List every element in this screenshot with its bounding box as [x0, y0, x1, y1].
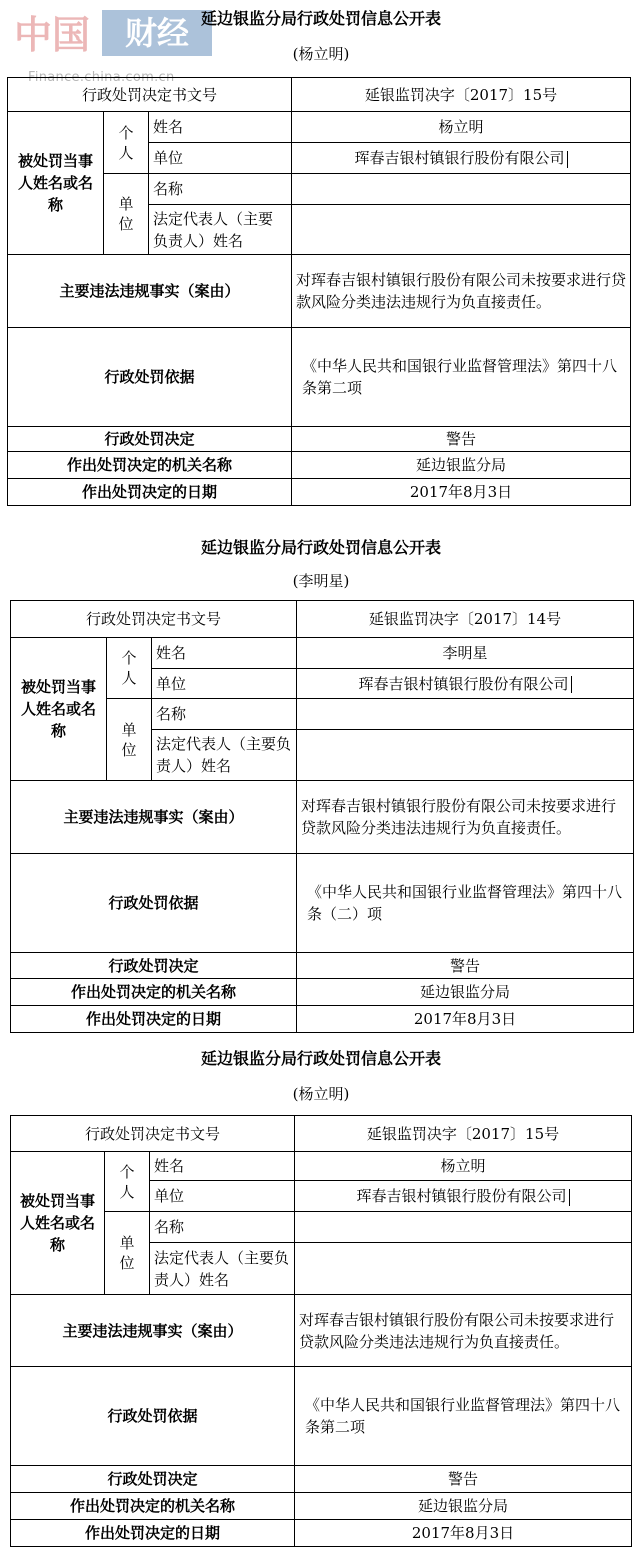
facts-value: 对珲春吉银村镇银行股份有限公司未按要求进行贷款风险分类违法违规行为负直接责任。	[297, 781, 634, 854]
unit-label: 单位	[152, 669, 297, 699]
basis-label: 行政处罚依据	[11, 854, 297, 953]
section-3-table	[10, 1115, 632, 1547]
doc-no-label: 行政处罚决定书文号	[8, 78, 292, 112]
name-label: 姓名	[150, 1152, 295, 1181]
basis-label: 行政处罚依据	[11, 1367, 295, 1466]
org-name-label: 名称	[152, 699, 297, 730]
doc-no-value: 延银监罚决字〔2017〕14号	[297, 601, 634, 638]
date-label: 作出处罚决定的日期	[8, 479, 292, 506]
section-1-subtitle: (杨立明)	[292, 45, 350, 63]
name-label: 姓名	[149, 112, 292, 143]
section-3-subtitle: (杨立明)	[292, 1085, 350, 1103]
basis-value: 《中华人民共和国银行业监督管理法》第四十八条第二项	[292, 328, 631, 427]
decision-label: 行政处罚决定	[8, 427, 292, 452]
org-label: 单位	[107, 699, 152, 781]
section-3-title: 延边银监分局行政处罚信息公开表	[200, 1049, 441, 1068]
date-value: 2017年8月3日	[292, 479, 631, 506]
section-1-title: 延边银监分局行政处罚信息公开表	[200, 9, 441, 28]
party-label: 被处罚当事人姓名或名称	[11, 1152, 105, 1295]
decision-label: 行政处罚决定	[11, 1466, 295, 1493]
decision-value: 警告	[292, 427, 631, 452]
individual-label: 个人	[107, 638, 152, 699]
facts-label: 主要违法违规事实（案由）	[11, 781, 297, 854]
watermark-site-text: 财经	[102, 10, 212, 56]
org-label: 单位	[104, 174, 149, 255]
authority-value: 延边银监分局	[297, 979, 634, 1006]
date-label: 作出处罚决定的日期	[11, 1006, 297, 1033]
decision-label: 行政处罚决定	[11, 953, 297, 979]
doc-no-value: 延银监罚决字〔2017〕15号	[295, 1116, 632, 1152]
org-name-label: 名称	[150, 1212, 295, 1243]
org-name-value	[297, 699, 634, 730]
org-name-label: 名称	[149, 174, 292, 205]
person-unit-value: 珲春吉银村镇银行股份有限公司	[295, 1181, 632, 1212]
unit-label: 单位	[150, 1181, 295, 1212]
watermark-logo-text: 中国	[14, 13, 91, 56]
legal-rep-label: 法定代表人（主要负责人）姓名	[152, 730, 297, 781]
authority-label: 作出处罚决定的机关名称	[11, 979, 297, 1006]
basis-label: 行政处罚依据	[8, 328, 292, 427]
facts-label: 主要违法违规事实（案由）	[8, 255, 292, 328]
party-label: 被处罚当事人姓名或名称	[11, 638, 107, 781]
person-name-value: 杨立明	[295, 1152, 632, 1181]
decision-value: 警告	[297, 953, 634, 979]
name-label: 姓名	[152, 638, 297, 669]
date-value: 2017年8月3日	[295, 1520, 632, 1547]
person-name-value: 杨立明	[292, 112, 631, 143]
facts-value: 对珲春吉银村镇银行股份有限公司未按要求进行贷款风险分类违法违规行为负直接责任。	[295, 1295, 632, 1367]
legal-rep-label: 法定代表人（主要负责人）姓名	[149, 205, 292, 255]
section-2-subtitle: (李明星)	[292, 572, 350, 590]
person-unit-value: 珲春吉银村镇银行股份有限公司	[297, 669, 634, 699]
date-label: 作出处罚决定的日期	[11, 1520, 295, 1547]
date-value: 2017年8月3日	[297, 1006, 634, 1033]
org-label: 单位	[105, 1212, 150, 1295]
watermark-url: Finance.china.com.cn	[28, 70, 175, 85]
person-name-value: 李明星	[297, 638, 634, 669]
authority-label: 作出处罚决定的机关名称	[8, 452, 292, 479]
basis-value: 《中华人民共和国银行业监督管理法》第四十八条第二项	[295, 1367, 632, 1466]
decision-value: 警告	[295, 1466, 632, 1493]
individual-label: 个人	[104, 112, 149, 174]
org-name-value	[292, 174, 631, 205]
section-1-table	[7, 77, 631, 506]
party-label: 被处罚当事人姓名或名称	[8, 112, 104, 255]
facts-value: 对珲春吉银村镇银行股份有限公司未按要求进行贷款风险分类违法违规行为负直接责任。	[292, 255, 631, 328]
legal-rep-value	[295, 1243, 632, 1295]
authority-value: 延边银监分局	[295, 1493, 632, 1520]
doc-no-value: 延银监罚决字〔2017〕15号	[292, 78, 631, 112]
doc-no-label: 行政处罚决定书文号	[11, 1116, 295, 1152]
legal-rep-value	[292, 205, 631, 255]
unit-label: 单位	[149, 143, 292, 174]
authority-value: 延边银监分局	[292, 452, 631, 479]
authority-label: 作出处罚决定的机关名称	[11, 1493, 295, 1520]
individual-label: 个人	[105, 1152, 150, 1212]
basis-value: 《中华人民共和国银行业监督管理法》第四十八条（二）项	[297, 854, 634, 953]
legal-rep-value	[297, 730, 634, 781]
section-2-table	[10, 600, 634, 1033]
doc-no-label: 行政处罚决定书文号	[11, 601, 297, 638]
legal-rep-label: 法定代表人（主要负责人）姓名	[150, 1243, 295, 1295]
facts-label: 主要违法违规事实（案由）	[11, 1295, 295, 1367]
person-unit-value: 珲春吉银村镇银行股份有限公司	[292, 143, 631, 174]
section-2-title: 延边银监分局行政处罚信息公开表	[200, 538, 441, 557]
org-name-value	[295, 1212, 632, 1243]
